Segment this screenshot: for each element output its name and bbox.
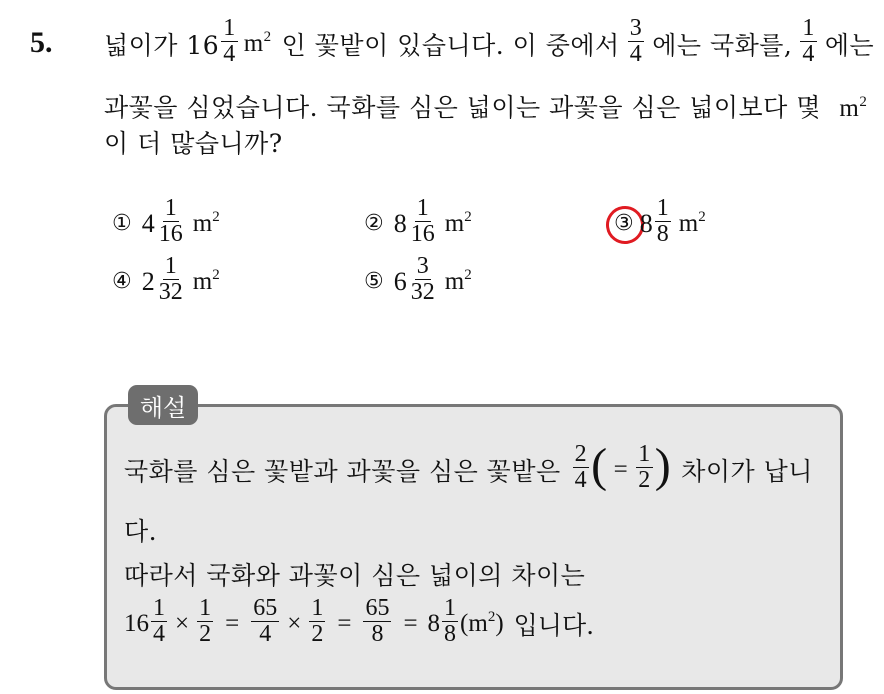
problem-text: 에는 국화를, — [652, 30, 793, 60]
solution-text: 국화를 심은 꽃밭과 과꽃을 심은 꽃밭은 — [124, 456, 561, 486]
whole-number: 8 — [427, 609, 441, 637]
option-4[interactable] — [112, 253, 220, 307]
operator: = — [225, 609, 240, 637]
option-fraction: $\frac{3}{32}$ — [410, 253, 435, 306]
fraction: $\frac{1}{4}$ — [223, 15, 236, 68]
operator: × — [175, 609, 190, 637]
operator: = — [613, 455, 629, 483]
fraction: $\frac{65}{8}$ — [365, 595, 390, 648]
unit: $m^2$ — [839, 94, 868, 122]
option-whole: 2 — [141, 266, 155, 296]
option-number: ④ — [112, 269, 132, 295]
operator: = — [337, 609, 352, 637]
fraction: $\frac{1}{8}$ — [444, 595, 457, 648]
problem-line-1 — [104, 15, 875, 69]
whole-number: 16 — [124, 609, 149, 637]
fraction: $\frac{65}{4}$ — [253, 595, 278, 648]
option-fraction: $\frac{1}{8}$ — [656, 195, 669, 248]
option-whole: 4 — [141, 208, 155, 238]
solution-line-4 — [124, 595, 595, 649]
option-1[interactable] — [112, 195, 220, 249]
fraction: $\frac{2}{4}$ — [574, 440, 588, 493]
option-whole: 6 — [393, 266, 407, 296]
option-whole: 8 — [639, 208, 653, 238]
solution-tag: 해설 — [128, 385, 198, 425]
solution-text: 차이가 납니 — [681, 456, 813, 486]
option-number: ① — [112, 211, 132, 237]
unit: $m^2$ — [444, 208, 472, 237]
unit: $m^2$ — [678, 208, 706, 237]
paren: ) — [654, 439, 672, 492]
problem-text: 인 꽃밭이 있습니다. 이 중에서 — [281, 30, 620, 60]
operator: = — [403, 609, 418, 637]
option-fraction: $\frac{1}{32}$ — [158, 253, 183, 306]
option-fraction: $\frac{1}{16}$ — [410, 195, 435, 248]
option-2[interactable] — [364, 195, 472, 249]
unit: $(m^2)$ — [460, 608, 504, 637]
option-number: ② — [364, 211, 384, 237]
unit: $m^2$ — [243, 28, 272, 57]
option-5[interactable] — [364, 253, 472, 307]
problem-line-3: 이 더 많습니까? — [104, 129, 283, 158]
fraction: $\frac{1}{2}$ — [311, 595, 324, 648]
fraction: $\frac{1}{2}$ — [638, 440, 651, 493]
solution-line-3: 따라서 국화와 과꽃이 심은 넓이의 차이는 — [124, 561, 586, 590]
option-number: ⑤ — [364, 269, 384, 295]
problem-text: 넓이가 16 — [104, 30, 220, 60]
paren: ( — [591, 439, 608, 492]
fraction: $\frac{1}{4}$ — [802, 15, 815, 68]
fraction: $\frac{1}{2}$ — [199, 595, 212, 648]
solution-line-1 — [124, 439, 813, 497]
unit: $m^2$ — [192, 208, 220, 237]
fraction: $\frac{3}{4}$ — [629, 15, 643, 68]
option-whole: 8 — [393, 208, 407, 238]
option-3[interactable] — [614, 195, 706, 249]
solution-line-2: 다. — [124, 517, 158, 546]
problem-line-2 — [104, 88, 867, 124]
problem-number: 5. — [30, 26, 53, 59]
option-fraction: $\frac{1}{16}$ — [158, 195, 183, 248]
fraction: $\frac{1}{4}$ — [153, 595, 165, 648]
unit: $m^2$ — [192, 266, 220, 295]
solution-text: 입니다. — [513, 610, 595, 640]
problem-text: 에는 — [824, 30, 875, 60]
option-number: ③ — [614, 211, 634, 237]
problem-text: 과꽃을 심었습니다. 국화를 심은 넓이는 과꽃을 심은 넓이보다 몇 — [104, 93, 821, 122]
operator: × — [287, 609, 302, 637]
unit: $m^2$ — [444, 266, 472, 295]
